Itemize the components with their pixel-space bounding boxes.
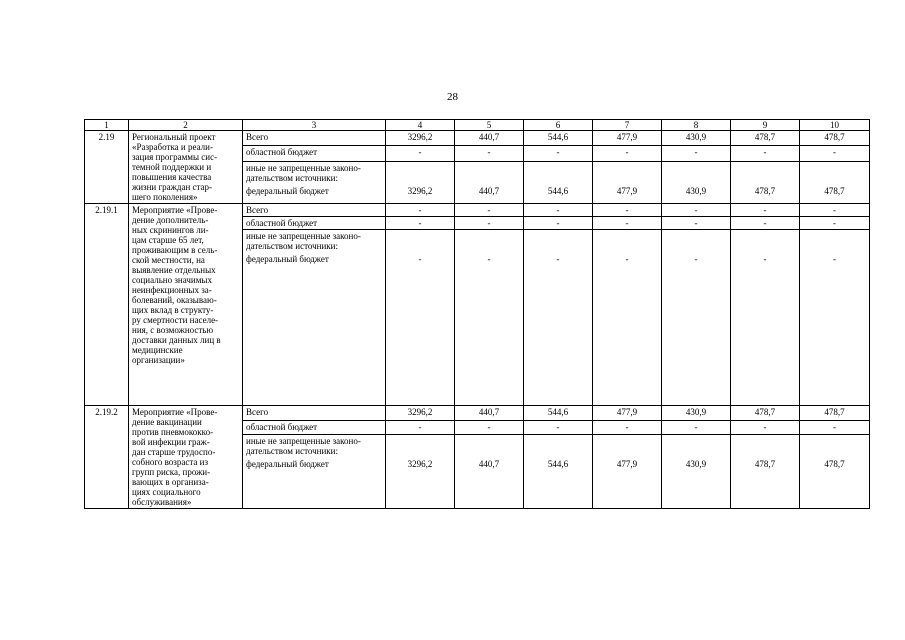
- total-label: Всего: [243, 204, 386, 217]
- federal-budget-value: [662, 161, 731, 203]
- total-value: -: [662, 204, 731, 217]
- federal-budget-amount: 440,7: [478, 459, 500, 470]
- total-value: 440,7: [455, 131, 524, 146]
- federal-budget-amount: -: [833, 254, 836, 264]
- federal-budget-value: [455, 435, 524, 509]
- total-value: 544,6: [524, 406, 593, 421]
- federal-budget-value: [731, 161, 800, 203]
- federal-budget-amount: 544,6: [547, 459, 569, 470]
- item-code: 2.19.2: [85, 406, 129, 509]
- total-value: -: [455, 204, 524, 217]
- total-value: 477,9: [593, 131, 662, 146]
- regional-budget-value: -: [800, 217, 870, 230]
- federal-budget-amount: 478,7: [754, 185, 776, 196]
- regional-budget-value: -: [731, 217, 800, 230]
- column-number: 5: [455, 120, 524, 131]
- federal-budget-value: [731, 435, 800, 509]
- federal-budget-amount: 477,9: [616, 459, 638, 470]
- source-labels: [243, 435, 386, 509]
- column-number: 4: [386, 120, 455, 131]
- federal-budget-value: [800, 435, 870, 509]
- regional-budget-value: -: [386, 217, 455, 230]
- regional-budget-value: -: [731, 420, 800, 435]
- federal-budget-value: [386, 435, 455, 509]
- page-number: 28: [447, 91, 458, 103]
- column-number: 1: [85, 120, 129, 131]
- total-value: 430,9: [662, 131, 731, 146]
- other-sources-label: иные не запрещенные законо- дательством источники:: [246, 436, 361, 457]
- regional-budget-value: -: [662, 146, 731, 161]
- federal-budget-value: [455, 161, 524, 203]
- item-description: Региональный проект «Разработка и реали- зация программы сис- темной поддержки и повышения качества жизни граждан стар- шего поколения»: [129, 131, 243, 204]
- total-value: -: [731, 204, 800, 217]
- federal-budget-value: [593, 161, 662, 203]
- total-label: Всего: [243, 131, 386, 146]
- regional-budget-value: -: [800, 146, 870, 161]
- federal-budget-amount: 430,9: [685, 185, 707, 196]
- total-value: 478,7: [731, 406, 800, 421]
- regional-budget-value: -: [524, 146, 593, 161]
- federal-budget-value: [455, 230, 524, 406]
- regional-budget-value: -: [386, 420, 455, 435]
- section-row-total: [85, 131, 870, 146]
- total-value: 478,7: [800, 406, 870, 421]
- federal-budget-value: [662, 230, 731, 406]
- regional-budget-value: -: [662, 217, 731, 230]
- other-sources-label: иные не запрещенные законо- дательством источники:: [246, 231, 361, 251]
- federal-budget-amount: 440,7: [478, 185, 500, 196]
- federal-budget-amount: 430,9: [685, 459, 707, 470]
- total-value: -: [386, 204, 455, 217]
- federal-budget-amount: 3296,2: [407, 459, 433, 470]
- federal-budget-amount: -: [487, 254, 491, 264]
- federal-budget-amount: -: [763, 254, 767, 264]
- regional-budget-label: областной бюджет: [243, 146, 386, 161]
- total-value: 544,6: [524, 131, 593, 146]
- total-value: 3296,2: [386, 131, 455, 146]
- total-value: 3296,2: [386, 406, 455, 421]
- regional-budget-value: -: [593, 217, 662, 230]
- federal-budget-value: [593, 230, 662, 406]
- federal-budget-amount: 477,9: [616, 185, 638, 196]
- federal-budget-value: [662, 435, 731, 509]
- federal-budget-value: [800, 230, 870, 406]
- item-description: Мероприятие «Прове- дение вакцинации против пневмококко- вой инфекции граж- дан старше трудоспо- собного возраста из групп риска, прожи- вающих в организа- циях социального обслуживания»: [129, 406, 243, 509]
- regional-budget-label: областной бюджет: [243, 420, 386, 435]
- federal-budget-amount: 478,7: [754, 459, 776, 470]
- total-value: 440,7: [455, 406, 524, 421]
- total-value: 478,7: [731, 131, 800, 146]
- column-number: 8: [662, 120, 731, 131]
- column-number: 6: [524, 120, 593, 131]
- column-number: 9: [731, 120, 800, 131]
- item-code: 2.19: [85, 131, 129, 204]
- regional-budget-value: -: [731, 146, 800, 161]
- federal-budget-amount: 478,7: [824, 459, 845, 470]
- federal-budget-amount: 544,6: [547, 185, 569, 196]
- total-value: -: [524, 204, 593, 217]
- federal-budget-label: федеральный бюджет: [246, 459, 329, 470]
- column-number-row: [85, 120, 870, 131]
- column-number: 2: [129, 120, 243, 131]
- federal-budget-value: [386, 161, 455, 203]
- regional-budget-value: -: [386, 146, 455, 161]
- column-number: 7: [593, 120, 662, 131]
- federal-budget-value: [524, 161, 593, 203]
- federal-budget-amount: 3296,2: [407, 185, 433, 196]
- federal-budget-value: [800, 161, 870, 203]
- budget-table: [84, 119, 870, 509]
- regional-budget-value: -: [593, 420, 662, 435]
- regional-budget-value: -: [455, 420, 524, 435]
- federal-budget-label: федеральный бюджет: [246, 254, 329, 264]
- column-number: 10: [800, 120, 870, 131]
- regional-budget-value: -: [662, 420, 731, 435]
- federal-budget-value: [524, 435, 593, 509]
- total-value: 477,9: [593, 406, 662, 421]
- total-value: 478,7: [800, 131, 870, 146]
- regional-budget-value: -: [800, 420, 870, 435]
- federal-budget-amount: -: [625, 254, 629, 264]
- total-value: -: [593, 204, 662, 217]
- federal-budget-value: [593, 435, 662, 509]
- regional-budget-value: -: [524, 217, 593, 230]
- federal-budget-amount: 478,7: [824, 185, 845, 196]
- federal-budget-value: [731, 230, 800, 406]
- source-labels: [243, 161, 386, 203]
- regional-budget-value: -: [455, 217, 524, 230]
- item-description: Мероприятие «Прове- дение дополнитель- ных скринингов ли- цам старше 65 лет, проживающим в сель- ской местности, на выявление отдельных социально значимых неинфекционных за- болеваний, оказываю- щих вклад в структу- ру смертности населе- ния, с возможностью доставки данных лиц в медицинские организации»: [129, 204, 243, 406]
- source-labels: [243, 230, 386, 406]
- federal-budget-label: федеральный бюджет: [246, 185, 329, 196]
- federal-budget-amount: -: [556, 254, 560, 264]
- total-value: 430,9: [662, 406, 731, 421]
- regional-budget-value: -: [524, 420, 593, 435]
- section-row-total: [85, 204, 870, 217]
- column-number: 3: [243, 120, 386, 131]
- other-sources-label: иные не запрещенные законо- дательством источники:: [246, 162, 361, 183]
- item-code: 2.19.1: [85, 204, 129, 406]
- federal-budget-value: [524, 230, 593, 406]
- regional-budget-value: -: [455, 146, 524, 161]
- federal-budget-amount: -: [418, 254, 422, 264]
- regional-budget-value: -: [593, 146, 662, 161]
- federal-budget-value: [386, 230, 455, 406]
- regional-budget-label: областной бюджет: [243, 217, 386, 230]
- total-value: -: [800, 204, 870, 217]
- section-row-total: [85, 406, 870, 421]
- total-label: Всего: [243, 406, 386, 421]
- federal-budget-amount: -: [694, 254, 698, 264]
